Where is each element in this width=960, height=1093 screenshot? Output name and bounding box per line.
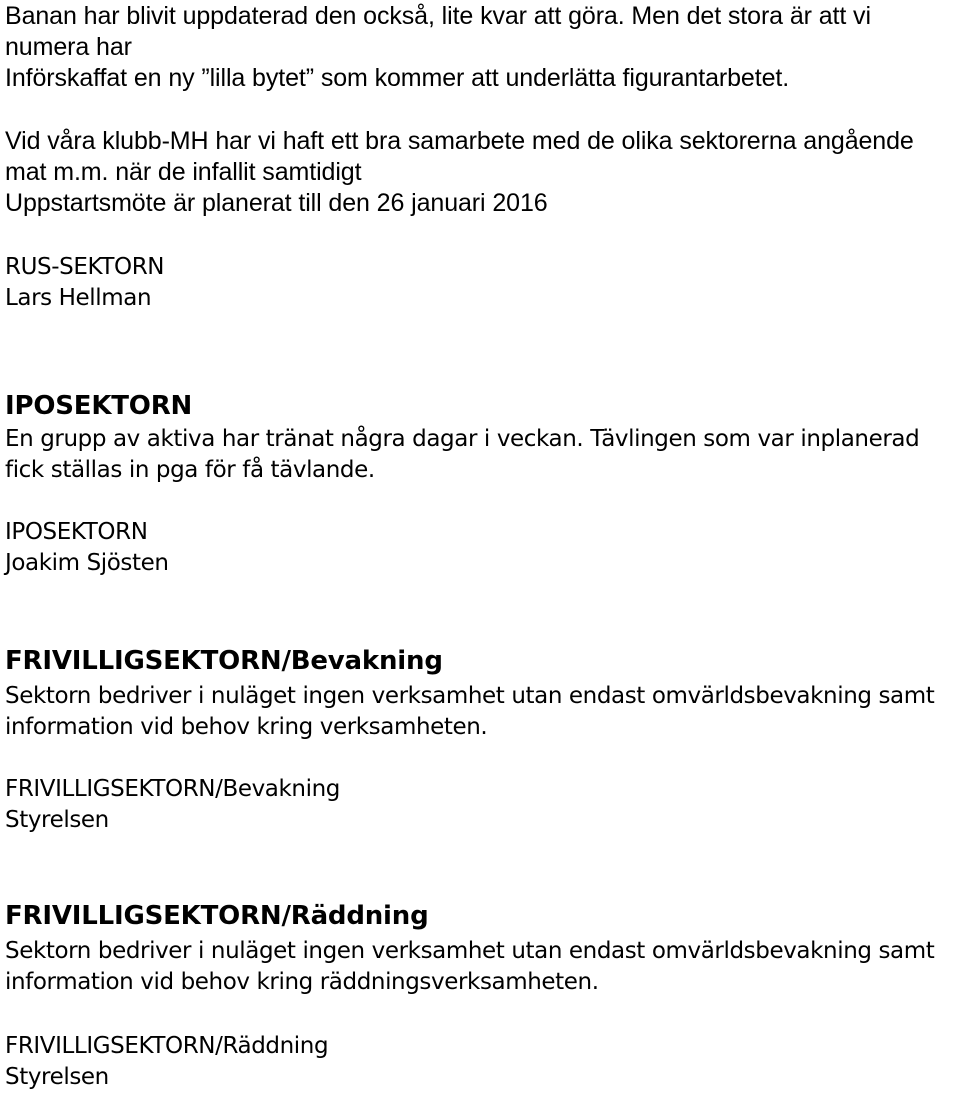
intro-line-1: Banan har blivit uppdaterad den också, lite kvar att göra. Men det stora är att vi (5, 2, 871, 30)
bevakning-person-name: Styrelsen (5, 807, 109, 833)
raddning-body-line-1: Sektorn bedriver i nuläget ingen verksamhet utan endast omvärldsbevakning samt (5, 938, 935, 964)
raddning-body-line-2: information vid behov kring räddningsverksamheten. (5, 969, 599, 995)
rus-sector-name: RUS-SEKTORN (5, 254, 165, 280)
bevakning-heading: FRIVILLIGSEKTORN/Bevakning (5, 646, 443, 676)
bevakning-signature (5, 774, 955, 836)
rus-signature (5, 252, 955, 314)
bevakning-body-line-1: Sektorn bedriver i nuläget ingen verksamhet utan endast omvärldsbevakning samt (5, 683, 935, 709)
club-line-3: Uppstartsmöte är planerat till den 26 januari 2016 (5, 189, 548, 217)
ipo-sector-name: IPOSEKTORN (5, 519, 148, 545)
raddning-heading: FRIVILLIGSEKTORN/Räddning (5, 901, 429, 931)
ipo-signature (5, 517, 955, 579)
bevakning-body-line-2: information vid behov kring verksamheten. (5, 714, 488, 740)
intro-line-3: Införskaffat en ny ”lilla bytet” som kommer att underlätta figurantarbetet. (5, 64, 790, 92)
intro-paragraph (5, 1, 955, 94)
ipo-body-line-1: En grupp av aktiva har tränat några dagar i veckan. Tävlingen som var inplanerad (5, 426, 920, 452)
raddning-person-name: Styrelsen (5, 1064, 109, 1090)
raddning-sector-name: FRIVILLIGSEKTORN/Räddning (5, 1033, 329, 1059)
rus-person-name: Lars Hellman (5, 285, 152, 311)
bevakning-body (5, 681, 955, 743)
ipo-body (5, 424, 955, 486)
bevakning-sector-name: FRIVILLIGSEKTORN/Bevakning (5, 776, 340, 802)
raddning-signature (5, 1031, 955, 1093)
ipo-heading: IPOSEKTORN (5, 391, 193, 421)
ipo-person-name: Joakim Sjösten (5, 550, 169, 576)
club-paragraph (5, 126, 955, 219)
club-line-2: mat m.m. när de infallit samtidigt (5, 158, 362, 186)
ipo-body-line-2: fick ställas in pga för få tävlande. (5, 457, 375, 483)
raddning-body (5, 936, 955, 998)
club-line-1: Vid våra klubb-MH har vi haft ett bra samarbete med de olika sektorerna angående (5, 127, 914, 155)
intro-line-2: numera har (5, 33, 132, 61)
